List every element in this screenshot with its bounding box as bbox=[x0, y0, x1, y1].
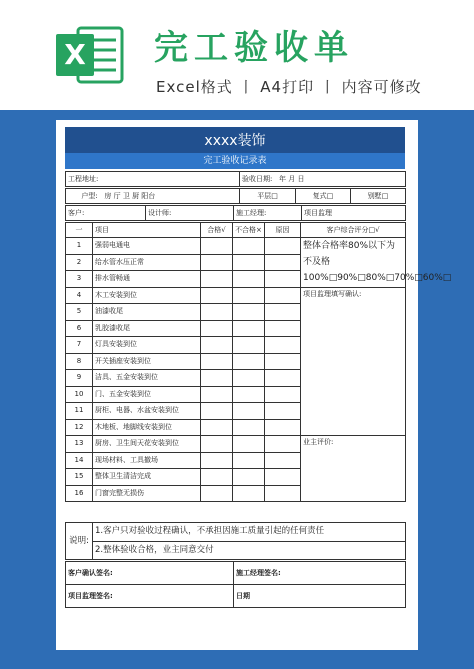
ok-cell bbox=[201, 485, 233, 502]
item-number: 10 bbox=[66, 386, 93, 403]
ok-cell bbox=[201, 452, 233, 469]
duplex-option: 复式□ bbox=[296, 189, 351, 204]
item-name: 排水管畅通 bbox=[93, 271, 201, 288]
page-subtitle: Excel格式 丨 A4打印 丨 内容可修改 bbox=[156, 78, 422, 96]
reason-cell bbox=[265, 320, 301, 337]
fail-cell bbox=[233, 304, 265, 321]
reason-cell bbox=[265, 419, 301, 436]
address-label: 工程地址: bbox=[66, 172, 240, 187]
info-table bbox=[65, 171, 406, 187]
item-name: 乳胶漆收尾 bbox=[93, 320, 201, 337]
fail-cell bbox=[233, 238, 265, 255]
logo-letter: X bbox=[64, 38, 86, 71]
reason-cell bbox=[265, 403, 301, 420]
manager-label: 施工经理: bbox=[234, 206, 302, 221]
type-table bbox=[65, 188, 406, 204]
ok-cell bbox=[201, 353, 233, 370]
customer-label: 客户: bbox=[66, 206, 146, 221]
fail-cell bbox=[233, 469, 265, 486]
signature-table bbox=[65, 561, 406, 608]
fail-cell bbox=[233, 320, 265, 337]
fail-cell bbox=[233, 485, 265, 502]
ok-cell bbox=[201, 271, 233, 288]
fail-cell bbox=[233, 337, 265, 354]
reason-cell bbox=[265, 287, 301, 304]
item-name: 洁具、五金安装到位 bbox=[93, 370, 201, 387]
reason-cell bbox=[265, 469, 301, 486]
item-number: 9 bbox=[66, 370, 93, 387]
col-no: 一 bbox=[66, 223, 93, 238]
table-row bbox=[66, 436, 406, 453]
item-name: 厨房、卫生间天花安装到位 bbox=[93, 436, 201, 453]
note-line-2: 2.整体验收合格，业主同意交付 bbox=[93, 541, 406, 560]
fail-cell bbox=[233, 370, 265, 387]
reason-cell bbox=[265, 254, 301, 271]
ok-cell bbox=[201, 304, 233, 321]
reason-cell bbox=[265, 271, 301, 288]
fail-cell bbox=[233, 436, 265, 453]
form-title: 完工验收记录表 bbox=[65, 153, 405, 169]
col-score: 客户综合评分□√ bbox=[301, 223, 406, 238]
ok-cell bbox=[201, 337, 233, 354]
ok-cell bbox=[201, 436, 233, 453]
people-table bbox=[65, 205, 406, 221]
reason-cell bbox=[265, 436, 301, 453]
customer-signature: 客户确认签名: bbox=[66, 562, 234, 585]
ok-cell bbox=[201, 254, 233, 271]
col-fail: 不合格× bbox=[233, 223, 265, 238]
checklist-table bbox=[65, 222, 452, 502]
notes-label: 说明: bbox=[66, 523, 93, 560]
acceptance-date: 验收日期: 年 月 日 bbox=[240, 172, 406, 187]
ok-cell bbox=[201, 469, 233, 486]
supervisor-comment: 项目监理填写确认: bbox=[301, 287, 406, 436]
table-row bbox=[66, 287, 406, 304]
fail-cell bbox=[233, 419, 265, 436]
company-name: xxxx装饰 bbox=[65, 127, 405, 153]
table-row bbox=[66, 238, 406, 255]
item-name: 给水管水压正常 bbox=[93, 254, 201, 271]
item-number: 6 bbox=[66, 320, 93, 337]
ok-cell bbox=[201, 238, 233, 255]
page-title: 完工验收单 bbox=[154, 28, 354, 68]
item-number: 1 bbox=[66, 238, 93, 255]
item-name: 门窗完整无损伤 bbox=[93, 485, 201, 502]
villa-option: 别墅□ bbox=[351, 189, 406, 204]
fail-cell bbox=[233, 287, 265, 304]
house-type: 户型: 房 厅 卫 厨 阳台 bbox=[66, 189, 240, 204]
item-name: 现场材料、工具撤场 bbox=[93, 452, 201, 469]
fail-cell bbox=[233, 353, 265, 370]
fail-cell bbox=[233, 403, 265, 420]
item-name: 门、五金安装到位 bbox=[93, 386, 201, 403]
ok-cell bbox=[201, 287, 233, 304]
reason-cell bbox=[265, 370, 301, 387]
item-number: 4 bbox=[66, 287, 93, 304]
item-name: 强弱电通电 bbox=[93, 238, 201, 255]
reason-cell bbox=[265, 452, 301, 469]
item-name: 木地板、地脚线安装到位 bbox=[93, 419, 201, 436]
item-number: 5 bbox=[66, 304, 93, 321]
item-number: 8 bbox=[66, 353, 93, 370]
reason-cell bbox=[265, 386, 301, 403]
fail-cell bbox=[233, 271, 265, 288]
item-number: 2 bbox=[66, 254, 93, 271]
supervisor-signature: 项目监理签名: bbox=[66, 585, 234, 608]
col-reason: 原因 bbox=[265, 223, 301, 238]
ok-cell bbox=[201, 370, 233, 387]
notes-table bbox=[65, 522, 406, 560]
item-name: 开关插座安装到位 bbox=[93, 353, 201, 370]
sign-date: 日期 bbox=[234, 585, 406, 608]
reason-cell bbox=[265, 304, 301, 321]
item-number: 13 bbox=[66, 436, 93, 453]
note-line-1: 1.客户只对验收过程确认，不承担因施工质量引起的任何责任 bbox=[93, 523, 406, 542]
item-number: 16 bbox=[66, 485, 93, 502]
item-number: 3 bbox=[66, 271, 93, 288]
col-item: 项目 bbox=[93, 223, 201, 238]
reason-cell bbox=[265, 238, 301, 255]
reason-cell bbox=[265, 353, 301, 370]
fail-cell bbox=[233, 254, 265, 271]
fail-cell bbox=[233, 452, 265, 469]
item-number: 15 bbox=[66, 469, 93, 486]
ok-cell bbox=[201, 386, 233, 403]
fail-cell bbox=[233, 386, 265, 403]
item-number: 11 bbox=[66, 403, 93, 420]
item-number: 14 bbox=[66, 452, 93, 469]
score-panel: 整体合格率80%以下为不及格100%□90%□80%□70%□60%□ bbox=[301, 238, 406, 288]
reason-cell bbox=[265, 337, 301, 354]
banner bbox=[0, 0, 474, 110]
manager-signature: 施工经理签名: bbox=[234, 562, 406, 585]
excel-icon bbox=[52, 18, 126, 92]
flat-option: 平层□ bbox=[240, 189, 296, 204]
item-name: 灯具安装到位 bbox=[93, 337, 201, 354]
col-ok: 合格√ bbox=[201, 223, 233, 238]
item-name: 整体卫生清洁完成 bbox=[93, 469, 201, 486]
item-number: 7 bbox=[66, 337, 93, 354]
reason-cell bbox=[265, 485, 301, 502]
ok-cell bbox=[201, 320, 233, 337]
owner-comment: 业主评价: bbox=[301, 436, 406, 502]
item-name: 油漆收尾 bbox=[93, 304, 201, 321]
item-name: 木工安装到位 bbox=[93, 287, 201, 304]
designer-label: 设计师: bbox=[146, 206, 234, 221]
supervisor-label: 项目监理 bbox=[302, 206, 406, 221]
item-number: 12 bbox=[66, 419, 93, 436]
ok-cell bbox=[201, 419, 233, 436]
ok-cell bbox=[201, 403, 233, 420]
item-name: 厨柜、电器、水盆安装到位 bbox=[93, 403, 201, 420]
